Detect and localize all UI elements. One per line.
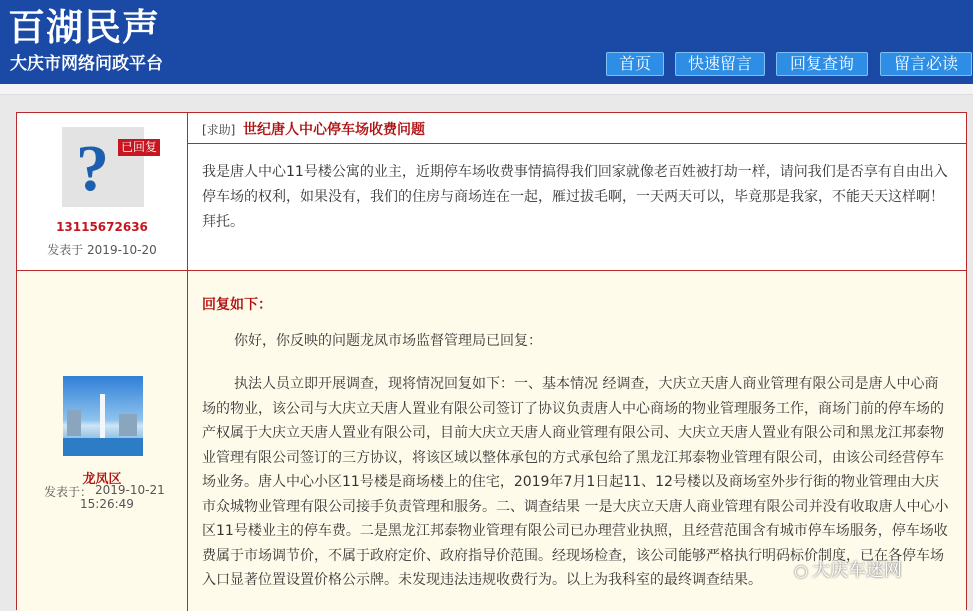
site-header [0, 0, 973, 84]
user-name[interactable]: 13115672636 [56, 220, 148, 234]
reply-date-label: 发表于： [44, 485, 93, 499]
post-date: 发表于 2019-10-20 [47, 243, 157, 257]
plaza-shape [63, 438, 143, 456]
thread-content [16, 112, 967, 610]
building-shape [67, 410, 81, 436]
question-author-panel [17, 113, 188, 271]
building-shape [119, 414, 137, 436]
reply-heading: 回复如下： [202, 297, 272, 313]
question-body-panel [188, 113, 966, 271]
reply-date: 2019-10-21 [95, 483, 165, 497]
department-avatar[interactable] [63, 376, 143, 456]
nav-must-read[interactable]: 留言必读 [880, 52, 972, 76]
reply-district[interactable]: 龙凤区 [82, 472, 122, 487]
reply-intro: 你好，你反映的问题龙凤市场监督管理局已回复： [234, 333, 542, 349]
nav-home[interactable]: 首页 [606, 52, 664, 76]
post-tag: [求助] [202, 123, 236, 137]
site-subtitle: 大庆市网络问政平台 [10, 54, 163, 74]
site-title[interactable]: 百湖民声 [8, 5, 160, 49]
watermark [794, 556, 902, 582]
reply-author-panel [17, 271, 188, 611]
reply-time: 15:26:49 [80, 497, 134, 511]
question-mark-icon: ? [76, 132, 109, 205]
nav-quick-message[interactable]: 快速留言 [675, 52, 765, 76]
wechat-icon: ○ [794, 561, 808, 580]
monument-shape [100, 394, 105, 442]
post-subject: 世纪唐人中心停车场收费问题 [243, 122, 425, 138]
replied-badge: 已回复 [118, 139, 160, 156]
reply-details: 执法人员立即开展调查，现将情况回复如下：一、基本情况 经调查，大庆立天唐人商业管理有限公司是唐人中心商场的物业，该公司与大庆立天唐人置业有限公司签订了协议负责唐人中心商场的物业管理服务工作，商场门前的停车场的产权属于大庆立天唐人置业有限公司，目前大庆立天唐人商业管理有限公司、大庆立天唐人置业有限公司和黑龙江邦泰物业管理有限公司签订的三方协议，将该区域以整体承包的方式承包给了黑龙江邦泰物业管理有限公司，由该公司经营停车场业务。唐人中心小区11号楼是商场楼上的住宅，2019年7月1日起11、12号楼以及商场室外步行街的物业管理由大庆市众城物业管理有限公司接手负责管理和服务。二、调查结果 一是大庆立天唐人商业管理有限公司并没有收取唐人中心小区11号楼业主的停车费。二是黑龙江邦泰物业管理有限公司已办理营业执照，且经营范围含有城市停车场服务，停车场收费属于市场调节价，不属于政府定价、政府指导价范围。经现场检查，该公司能够严格执行明码标价制度，已在各停车场入口显著位置设置价格公示牌。未发现违法违规收费行为。以上为我科室的最终调查结果。 [202, 376, 949, 588]
question-post [17, 112, 966, 272]
watermark-text: 大庆车迷网 [811, 560, 902, 581]
subject-bar [188, 113, 966, 144]
question-text: 我是唐人中心11号楼公寓的业主，近期停车场收费事情搞得我们回家就像老百姓被打劫一样，请问我们是否享有自由出入停车场的权利，如果没有，我们的住房与商场连在一起，雁过拔毛啊，一天两天可以，毕竟那是我家，不能天天这样啊！拜托。 [202, 164, 948, 230]
header-divider [0, 84, 973, 95]
nav-reply-query[interactable]: 回复查询 [776, 52, 868, 76]
